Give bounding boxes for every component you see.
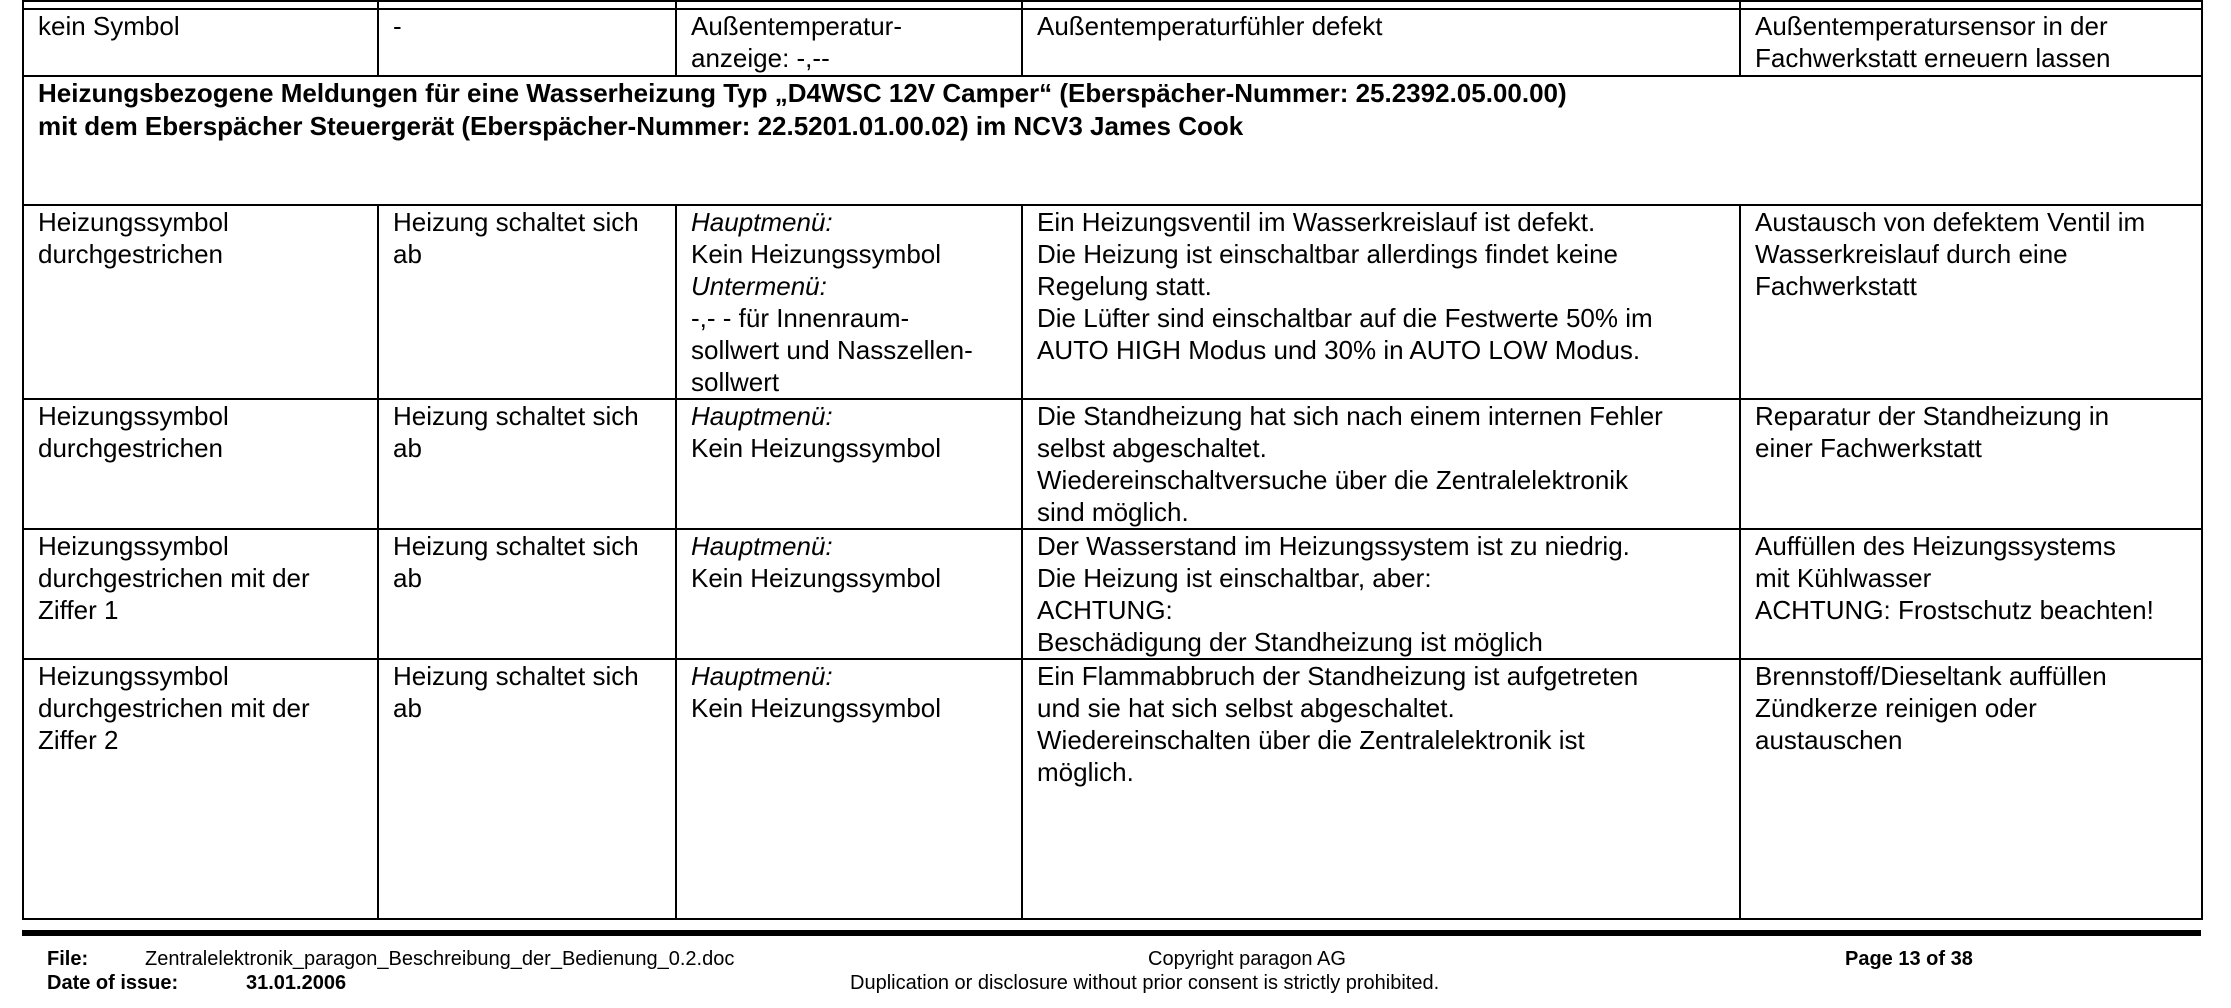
sub-menu-value: -,- - für Innenraum- bbox=[691, 303, 910, 333]
date-label: Date of issue: bbox=[47, 972, 179, 994]
cell-text: Austausch von defektem Ventil im bbox=[1755, 207, 2146, 237]
remedy-cell bbox=[1740, 399, 2202, 529]
table-row bbox=[23, 659, 2202, 919]
cell-text: Ein Heizungsventil im Wasserkreislauf ist defekt. bbox=[1037, 207, 1596, 237]
cell-text: Heizungssymbol bbox=[38, 661, 229, 691]
cell-text: Reparatur der Standheizung in bbox=[1755, 401, 2110, 431]
cell-text: ab bbox=[393, 563, 422, 593]
cause-cell bbox=[1022, 9, 1740, 76]
main-menu-value: Kein Heizungssymbol bbox=[691, 563, 942, 593]
display-cell bbox=[676, 205, 1022, 399]
cell-text: ab bbox=[393, 239, 422, 269]
cell-text: Ein Flammabbruch der Standheizung ist aufgetreten bbox=[1037, 661, 1639, 691]
display-cell bbox=[676, 399, 1022, 529]
remedy-cell bbox=[1740, 9, 2202, 76]
reaction-cell bbox=[378, 659, 676, 919]
cell-text: austauschen bbox=[1755, 725, 1903, 755]
cell-text: ab bbox=[393, 433, 422, 463]
cell-text: Ziffer 1 bbox=[38, 595, 119, 625]
cell-text: Brennstoff/Dieseltank auffüllen bbox=[1755, 661, 2107, 691]
cell-text: Heizungssymbol bbox=[38, 207, 229, 237]
main-menu-label: Hauptmenü: bbox=[691, 531, 833, 561]
cell-text: Die Standheizung hat sich nach einem internen Fehler bbox=[1037, 401, 1663, 431]
section-heading-line: Heizungsbezogene Meldungen für eine Wasserheizung Typ „D4WSC 12V Camper“ (Eberspächer-Nummer: 25.2392.05.00.00) bbox=[38, 78, 1567, 108]
main-menu-value: Kein Heizungssymbol bbox=[691, 693, 942, 723]
reaction-cell bbox=[378, 529, 676, 659]
main-menu-label: Hauptmenü: bbox=[691, 401, 833, 431]
display-cell bbox=[676, 659, 1022, 919]
cause-cell bbox=[1022, 205, 1740, 399]
symbol-cell bbox=[23, 205, 378, 399]
sub-menu-label: Untermenü: bbox=[691, 271, 827, 301]
copyright-text: Copyright paragon AG bbox=[1148, 948, 1346, 970]
remedy-cell bbox=[1740, 529, 2202, 659]
cell-text: Heizung schaltet sich bbox=[393, 661, 639, 691]
cell-text: Heizung schaltet sich bbox=[393, 207, 639, 237]
cell-text: Der Wasserstand im Heizungssystem ist zu niedrig. bbox=[1037, 531, 1630, 561]
cell-text: Die Heizung ist einschaltbar allerdings findet keine bbox=[1037, 239, 1618, 269]
cell-text: Wasserkreislauf durch eine bbox=[1755, 239, 2068, 269]
symbol-cell bbox=[23, 529, 378, 659]
display-cell bbox=[676, 529, 1022, 659]
cell-text: Außentemperatursensor in der bbox=[1755, 11, 2108, 41]
reaction-cell bbox=[378, 205, 676, 399]
cell-text: Wiedereinschalten über die Zentralelektronik ist bbox=[1037, 725, 1585, 755]
file-label: File: bbox=[47, 948, 89, 970]
document-table bbox=[22, 0, 2203, 920]
cell-text: Heizung schaltet sich bbox=[393, 401, 639, 431]
file-name: Zentralelektronik_paragon_Beschreibung_der_Bedienung_0.2.doc bbox=[145, 948, 735, 970]
cell-text: durchgestrichen mit der bbox=[38, 693, 310, 723]
cell-text: durchgestrichen mit der bbox=[38, 563, 310, 593]
symbol-cell bbox=[23, 659, 378, 919]
cell-text: ACHTUNG: Frostschutz beachten! bbox=[1755, 595, 2154, 625]
cell-text: Die Heizung ist einschaltbar, aber: bbox=[1037, 563, 1432, 593]
cell-text: einer Fachwerkstatt bbox=[1755, 433, 1982, 463]
cell-text: sind möglich. bbox=[1037, 497, 1189, 527]
cell-text: Beschädigung der Standheizung ist möglich bbox=[1037, 627, 1543, 657]
cause-cell bbox=[1022, 529, 1740, 659]
main-menu-value: Kein Heizungssymbol bbox=[691, 239, 942, 269]
cell-text: Regelung statt. bbox=[1037, 271, 1212, 301]
cell-text: anzeige: -,-- bbox=[691, 43, 830, 73]
disclosure-text: Duplication or disclosure without prior consent is strictly prohibited. bbox=[850, 972, 1440, 994]
cell-text: selbst abgeschaltet. bbox=[1037, 433, 1267, 463]
reaction-cell bbox=[378, 399, 676, 529]
cell-text: - bbox=[393, 11, 402, 41]
cell-text: Außentemperatur- bbox=[691, 11, 902, 41]
section-heading-row bbox=[23, 76, 2202, 205]
cell-text: ab bbox=[393, 693, 422, 723]
cell-text: Die Lüfter sind einschaltbar auf die Festwerte 50% im bbox=[1037, 303, 1653, 333]
page-number: Page 13 of 38 bbox=[1845, 948, 1973, 970]
cell-text: Fachwerkstatt bbox=[1755, 271, 1917, 301]
main-menu-label: Hauptmenü: bbox=[691, 661, 833, 691]
cell-text: Heizungssymbol bbox=[38, 401, 229, 431]
table-row bbox=[23, 399, 2202, 529]
footer-divider bbox=[22, 930, 2201, 936]
cell-text: Fachwerkstatt erneuern lassen bbox=[1755, 43, 2111, 73]
table-row bbox=[23, 529, 2202, 659]
cell-text: Heizung schaltet sich bbox=[393, 531, 639, 561]
cell-text: Wiedereinschaltversuche über die Zentralelektronik bbox=[1037, 465, 1629, 495]
cell-text: durchgestrichen bbox=[38, 433, 223, 463]
symbol-cell bbox=[23, 399, 378, 529]
cell-text: mit Kühlwasser bbox=[1755, 563, 1932, 593]
cell-text: kein Symbol bbox=[38, 11, 180, 41]
cell-text: Außentemperaturfühler defekt bbox=[1037, 11, 1383, 41]
section-heading bbox=[23, 76, 2202, 205]
date-value: 31.01.2006 bbox=[246, 972, 347, 994]
cell-text: durchgestrichen bbox=[38, 239, 223, 269]
remedy-cell bbox=[1740, 659, 2202, 919]
cell-text: und sie hat sich selbst abgeschaltet. bbox=[1037, 693, 1455, 723]
cause-cell bbox=[1022, 399, 1740, 529]
sub-menu-value: sollwert und Nasszellen- bbox=[691, 335, 973, 365]
cell-text: ACHTUNG: bbox=[1037, 595, 1173, 625]
table-row-cut bbox=[23, 1, 2202, 9]
cell-text: AUTO HIGH Modus und 30% in AUTO LOW Modus. bbox=[1037, 335, 1641, 365]
cell-text: Zündkerze reinigen oder bbox=[1755, 693, 2037, 723]
cell-text: Ziffer 2 bbox=[38, 725, 119, 755]
main-menu-value: Kein Heizungssymbol bbox=[691, 433, 942, 463]
page-footer bbox=[0, 947, 2231, 997]
table-row bbox=[23, 205, 2202, 399]
sub-menu-value: sollwert bbox=[691, 367, 780, 397]
display-cell bbox=[676, 9, 1022, 76]
cell-text: möglich. bbox=[1037, 757, 1134, 787]
section-heading-line: mit dem Eberspächer Steuergerät (Eberspächer-Nummer: 22.5201.01.00.02) im NCV3 James Cook bbox=[38, 111, 1244, 141]
table-row bbox=[23, 9, 2202, 76]
cell-text: Auffüllen des Heizungssystems bbox=[1755, 531, 2116, 561]
remedy-cell bbox=[1740, 205, 2202, 399]
main-menu-label: Hauptmenü: bbox=[691, 207, 833, 237]
cell-text: Heizungssymbol bbox=[38, 531, 229, 561]
symbol-cell bbox=[23, 9, 378, 76]
reaction-cell bbox=[378, 9, 676, 76]
cause-cell bbox=[1022, 659, 1740, 919]
